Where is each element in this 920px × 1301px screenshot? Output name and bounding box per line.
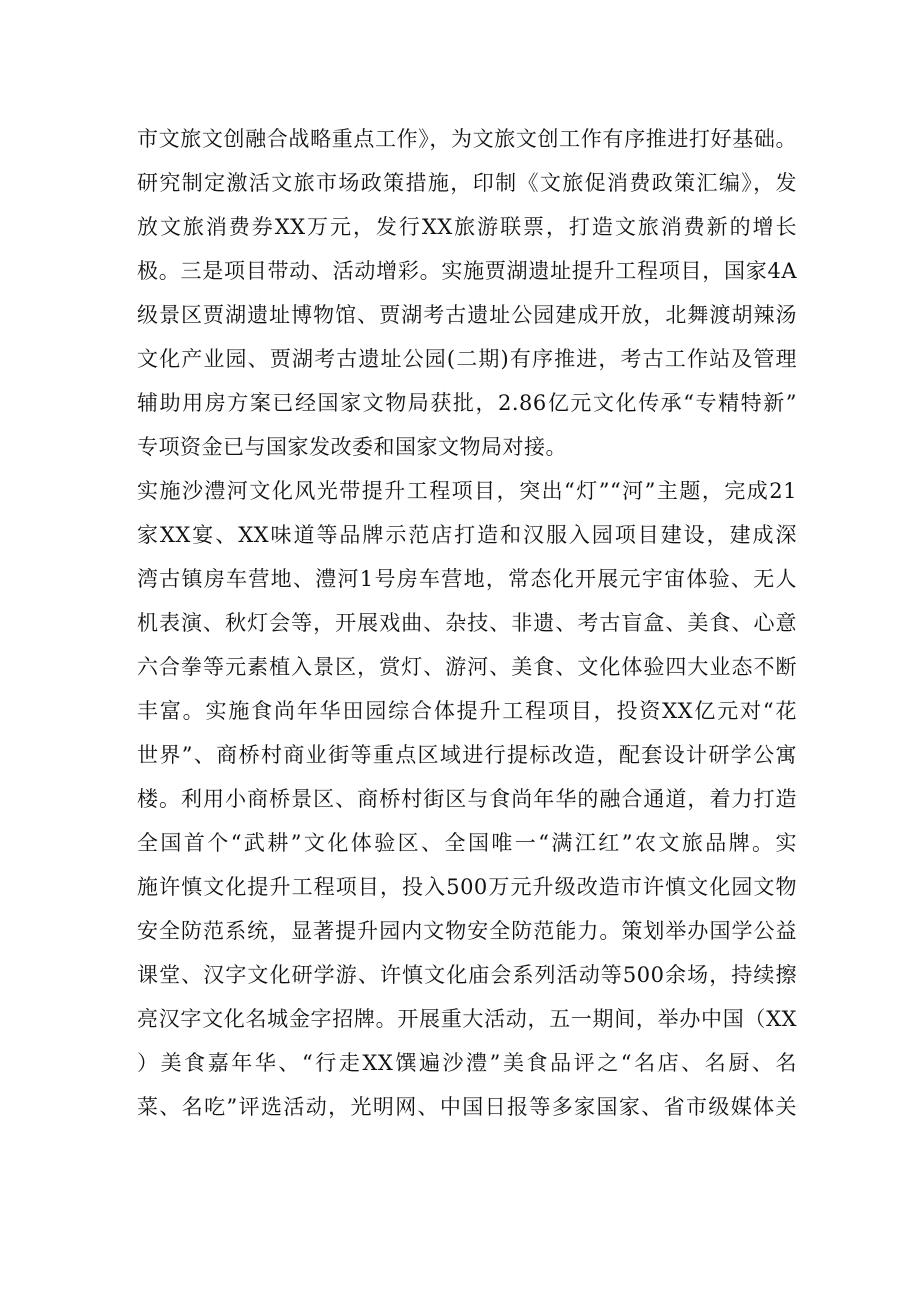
text-line: 世界”、商桥村商业街等重点区域进行提标改造，配套设计研学公寓 (137, 743, 797, 767)
text-line: 辅助用房方案已经国家文物局获批，2.86亿元文化传承“专精特新” (137, 391, 797, 415)
text-line: 市文旅文创融合战略重点工作》，为文旅文创工作有序推进打好基础。 (137, 127, 797, 151)
text-line: 实施沙澧河文化风光带提升工程项目，突出“灯”“河”主题，完成21 (137, 479, 797, 503)
text-line: 研究制定激活文旅市场政策措施，印制《文旅促消费政策汇编》，发 (137, 171, 797, 195)
text-line: 家XX宴、XX味道等品牌示范店打造和汉服入园项目建设，建成深 (137, 523, 797, 547)
text-line: 六合拳等元素植入景区，赏灯、游河、美食、文化体验四大业态不断 (137, 655, 797, 679)
text-line: 亮汉字文化名城金字招牌。开展重大活动，五一期间，举办中国（XX (137, 1007, 797, 1031)
text-line: 菜、名吃”评选活动，光明网、中国日报等多家国家、省市级媒体关 (137, 1095, 797, 1119)
text-line: 全国首个“武耕”文化体验区、全国唯一“满江红”农文旅品牌。实 (137, 831, 797, 855)
text-line: 专项资金已与国家发改委和国家文物局对接。 (137, 435, 567, 459)
body-text (137, 117, 797, 1129)
text-line: 施许慎文化提升工程项目，投入500万元升级改造市许慎文化园文物 (137, 875, 797, 899)
text-line: 课堂、汉字文化研学游、许慎文化庙会系列活动等500余场，持续擦 (137, 963, 797, 987)
text-line: ）美食嘉年华、“行走XX馔遍沙澧”美食品评之“名店、名厨、名 (137, 1051, 797, 1075)
text-line: 湾古镇房车营地、澧河1号房车营地，常态化开展元宇宙体验、无人 (137, 567, 797, 591)
text-line: 极。三是项目带动、活动增彩。实施贾湖遗址提升工程项目，国家4A (137, 259, 797, 283)
text-line: 丰富。实施食尚年华田园综合体提升工程项目，投资XX亿元对“花 (137, 699, 797, 723)
text-line: 放文旅消费券XX万元，发行XX旅游联票，打造文旅消费新的增长 (137, 215, 797, 239)
text-line: 级景区贾湖遗址博物馆、贾湖考古遗址公园建成开放，北舞渡胡辣汤 (137, 303, 797, 327)
text-line: 楼。利用小商桥景区、商桥村街区与食尚年华的融合通道，着力打造 (137, 787, 797, 811)
text-line: 文化产业园、贾湖考古遗址公园(二期)有序推进，考古工作站及管理 (137, 347, 797, 371)
text-line: 机表演、秋灯会等，开展戏曲、杂技、非遗、考古盲盒、美食、心意 (137, 611, 797, 635)
text-line: 安全防范系统，显著提升园内文物安全防范能力。策划举办国学公益 (137, 919, 797, 943)
